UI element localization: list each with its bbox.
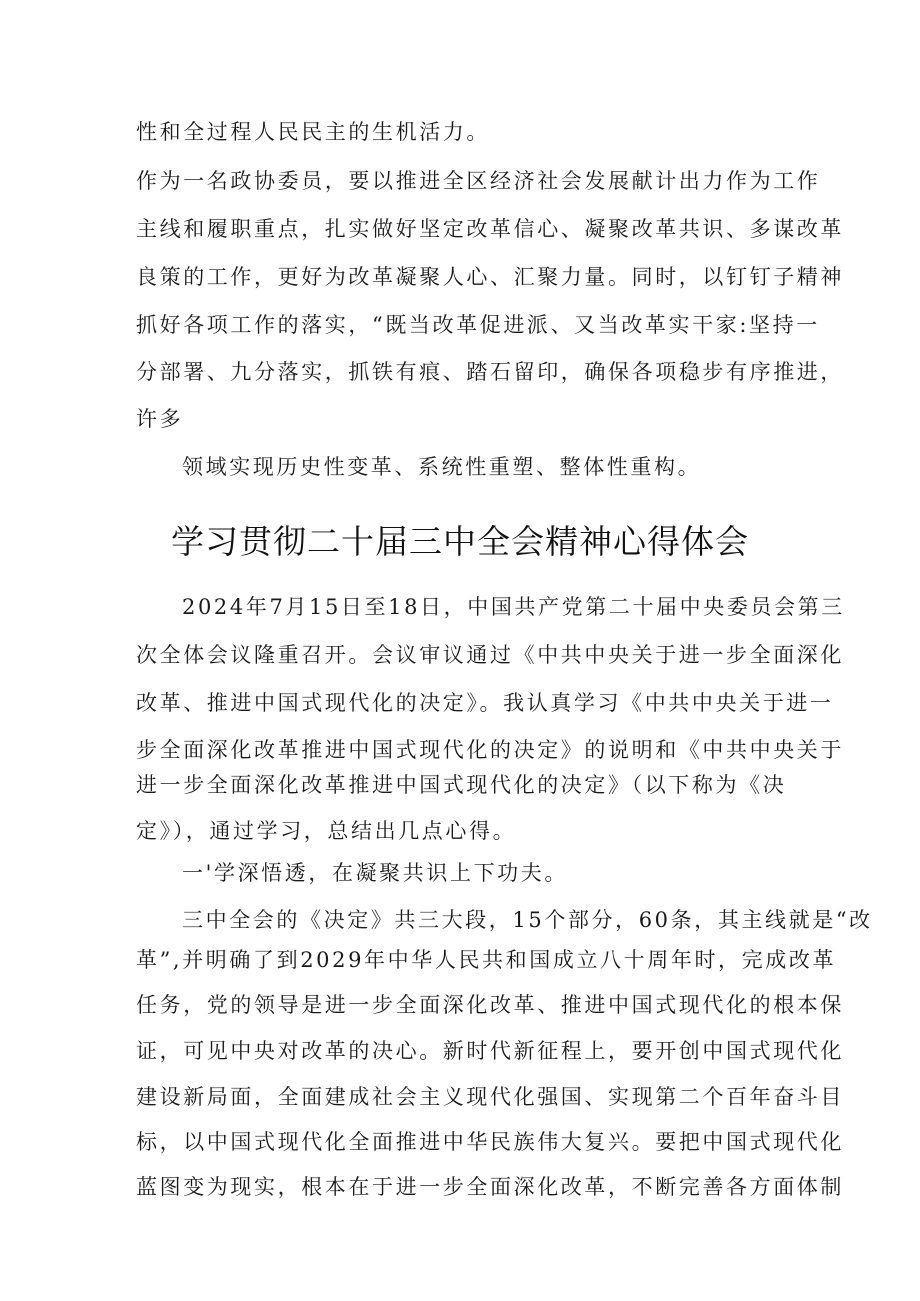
paragraph-line: 许多 (136, 407, 184, 431)
paragraph-line: 分部署、九分落实，抓铁有痕、踏石留印，确保各项稳步有序推进， (136, 360, 844, 384)
paragraph-line: 改革、推进中国式现代化的决定》。我认真学习《中共中央关于进一 (136, 691, 834, 715)
paragraph-line: 性和全过程人民民主的生机活力。 (136, 120, 490, 144)
section-heading: 一'学深悟透，在凝聚共识上下功夫。 (182, 861, 568, 885)
document-title: 学习贯彻二十届三中全会精神心得体会 (171, 522, 749, 561)
paragraph-line: 2024年7月15日至18日，中国共产党第二十届中央委员会第三 (182, 595, 845, 619)
paragraph-line: 次全体会议隆重召开。会议审议通过《中共中央关于进一步全面深化 (136, 643, 844, 667)
paragraph-line: 任务，党的领导是进一步全面深化改革、推进中国式现代化的根本保 (136, 993, 844, 1017)
paragraph-line: 证，可见中央对改革的决心。新时代新征程上，要开创中国式现代化 (136, 1039, 844, 1063)
paragraph-line: 步全面深化改革推进中国式现代化的决定》的说明和《中共中央关于 (136, 738, 844, 762)
paragraph-line: 作为一名政协委员，要以推进全区经济社会发展献计出力作为工作 (136, 169, 821, 193)
paragraph-line: 进一步全面深化改革推进中国式现代化的决定》（以下称为《决 (136, 773, 787, 797)
paragraph-line: 建设新局面，全面建成社会主义现代化强国、实现第二个百年奋斗目 (136, 1085, 844, 1109)
paragraph-line: 领域实现历史性变革、系统性重塑、整体性重构。 (182, 455, 702, 479)
paragraph-line: 主线和履职重点，扎实做好坚定改革信心、凝聚改革共识、多谋改革 (136, 217, 844, 241)
paragraph-line: 良策的工作，更好为改革凝聚人心、汇聚力量。同时，以钉钉子精神 (136, 265, 844, 289)
paragraph-line: 标，以中国式现代化全面推进中华民族伟大复兴。要把中国式现代化 (136, 1130, 844, 1154)
paragraph-line: 抓好各项工作的落实，“既当改革促进派、又当改革实干家:坚持一 (136, 313, 820, 337)
paragraph-line: 革”,并明确了到2029年中华人民共和国成立八十周年时，完成改革 (136, 948, 837, 972)
paragraph-line: 三中全会的《决定》共三大段，15个部分，60条，其主线就是“改 (182, 908, 873, 932)
paragraph-line: 定》），通过学习，总结出几点心得。 (136, 819, 517, 843)
paragraph-line: 蓝图变为现实，根本在于进一步全面深化改革，不断完善各方面体制 (136, 1175, 844, 1199)
